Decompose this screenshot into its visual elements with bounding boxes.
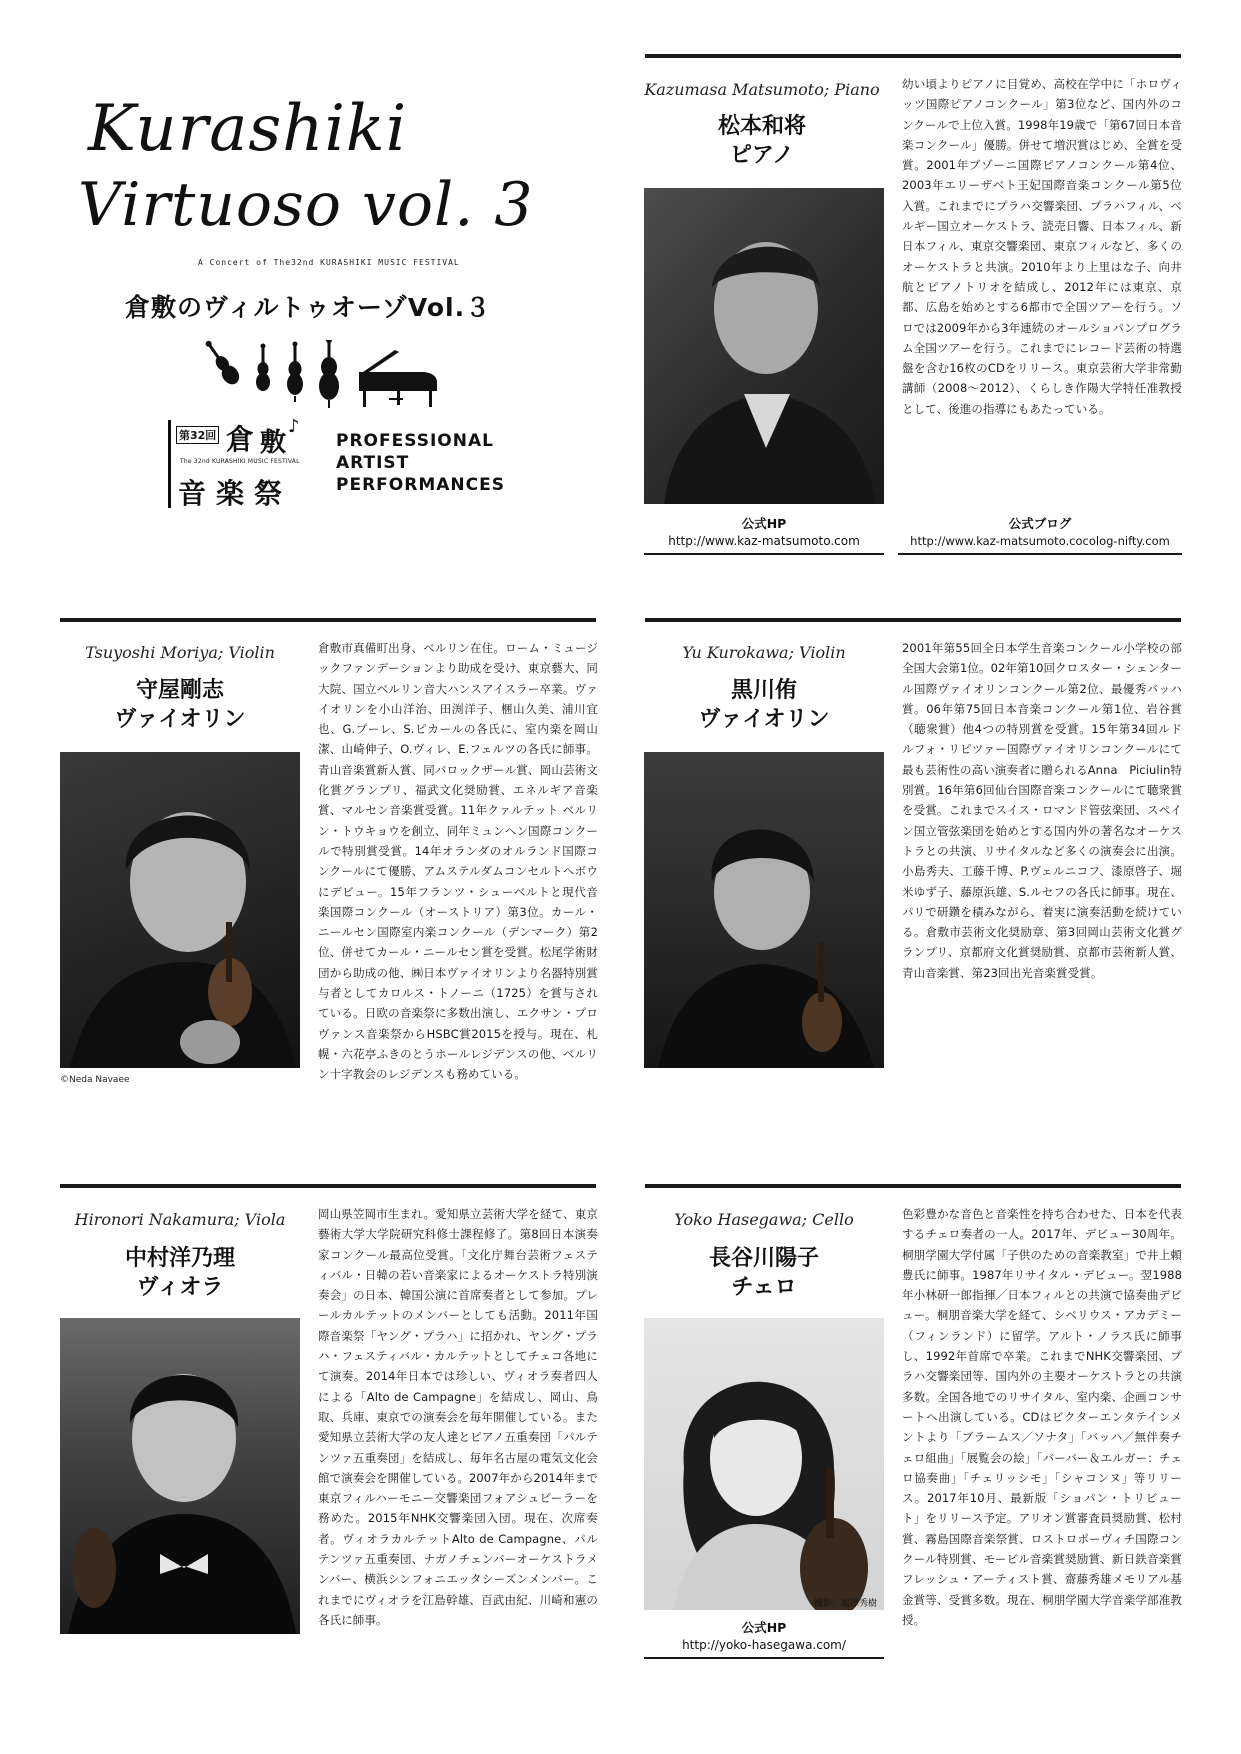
artist-name-en: Hironori Nakamura; Viola: [74, 1210, 286, 1229]
page-title-jp: 倉敷のヴィルトゥオーゾVol.３: [125, 293, 492, 322]
artist-photo: [644, 752, 884, 1068]
official-hp-link[interactable]: http://www.kaz-matsumoto.com: [668, 534, 860, 548]
portrait-silhouette: [644, 1318, 884, 1610]
artist-name: 守屋剛志: [135, 678, 224, 703]
artist-name-jp: [60, 676, 300, 734]
pro-line-3: PERFORMANCES: [336, 475, 505, 495]
official-hp-label: 公式HP: [741, 1620, 787, 1635]
artist-name-jp: [642, 112, 882, 170]
artist-instrument: ヴァイオリン: [114, 707, 246, 732]
artist-bio: 倉敷市真備町出身、ベルリン在住。ローム・ミュージックファンデーションより助成を受け、東京藝大、同大院、国立ベルリン音大ハンスアイスラー卒業。ヴァイオリンを小山洋治、田渕洋子、梱山久美、浦川宜也、G.プーレ、S.ピカールの各氏に、室内楽を岡山潔、山崎伸子、O.ヴィレ、E.フェルツの各氏に師事。青山音楽賞新人賞、同バロックザール賞、岡山芸術文化賞グランプリ、福武文化奨励賞、エネルギア音楽賞、マルセン音楽賞受賞。11年クァルテット ベルリン・トウキョウを創立、同年ミュンヘン国際コンクールで特別賞受賞。14年オランダのオルランド国際コンクールにて優勝、アムステルダムコンセルトヘボウにデビュー。15年フランツ・シューベルトと現代音楽国際コンクール（オーストリア）第3位。カール・ニールセン国際室内楽コンクール（デンマーク）第2位、併せてカール・ニールセン賞を受賞。松尾学術財団から助成の他、㈱日本ヴァイオリンより名器特別賞与者としてカロルス・トノーニ（1725）を賞与されている。日欧の音楽祭に多数出演し、エクサン・プロヴァンス音楽祭からHSBC賞2015を授与。現在、札幌・六花亭ふきのとうホールレジデンスの他、ベルリン十字教会のレジデンスも務めている。: [318, 641, 598, 1082]
festival-char-sai: 祭: [254, 477, 283, 510]
official-blog-label: 公式ブログ: [1008, 516, 1072, 531]
logo-kurashiki: Kurashiki: [88, 92, 408, 166]
artist-bio: 幼い頃よりピアノに目覚め、高校在学中に「ホロヴィッツ国際ピアノコンクール」第3位など、国内外のコンクールで上位入賞。1998年19歳で「第67回日本音楽コンクール」優勝。併せて増沢賞はじめ、全賞を受賞。2001年ブゾーニ国際ピアノコンクール第4位、2003年エリーザベト王妃国際音楽コンクール第5位入賞。これまでにプラハ交響楽団、プラハフィル、ベルギー国立オーケストラ、読売日響、日本フィル、新日本フィル、東京交響楽団、東京フィルなど、多くのオーケストラと共演。2010年より上里はな子、向井航とピアノトリオを結成し、2012年には東京、京都、広島を始めとする6都市で全国ツアーを行う。ソロでは2009年から3年連続のオールショパンプログラム全国ツアーを行う。これまでにレコード芸術の特選盤を含む16枚のCDをリリース。東京芸術大学非常勤講師（2008〜2012）、くらしき作陽大学特任准教授として、後進の指導にもあたっている。: [902, 77, 1182, 416]
artist-name-en: Kazumasa Matsumoto; Piano: [644, 80, 880, 99]
artist-name-jp: [644, 676, 884, 734]
portrait-silhouette: [60, 1318, 300, 1634]
section-divider: [60, 1184, 596, 1188]
link-underline: [898, 553, 1182, 555]
logo-virtuoso: Virtuoso vol. 3: [78, 170, 534, 240]
section-divider: [645, 618, 1181, 622]
photo-credit: ©Neda Navaee: [60, 1075, 130, 1085]
artist-bio: 岡山県笠岡市生まれ。愛知県立芸術大学を経て、東京藝術大学大学院研究科修士課程修了。第8回日本演奏家コンクール最高位受賞。「文化庁舞台芸術フェスティバル・日韓の若い音楽家によるオーケストラ特別演奏会」の日本、韓国公演に首席奏者として参加。プレールカルテットのメンバーとしても活動。2011年国際音楽祭「ヤング・プラハ」に招かれ、ヤング・プラハ・フェスティバル・カルテットとしてチェコ各地にて演奏。2014年日本では珍しい、ヴィオラ奏者四人による「Alto de Campagne」を結成し、岡山、鳥取、兵庫、東京での演奏会を毎年開催している。また愛知県立芸術大学の友人達とピアノ五重奏団「パルテンツァ五重奏団」を結成し、毎年名古屋の電気文化会館で演奏会を開催している。2007年から2014年まで東京フィルハーモニー交響楽団フォアシュピーラーを務めた。2015年NHK交響楽団入団。現在、次席奏者。ヴィオラカルテットAlto de Campagne、パルテンツァ五重奏団、ナガノチェンバーオーケストラメンバー、横浜シンフォニエッタシーズンメンバー。これまでにヴィオラを江島幹雄、百武由紀、川崎和憲の各氏に師事。: [318, 1207, 598, 1627]
festival-edition: 第32回: [176, 426, 219, 444]
artist-name-jp: [644, 1244, 884, 1302]
festival-char-kura: 倉: [226, 423, 255, 456]
artist-name-en: Yu Kurokawa; Violin: [682, 643, 846, 662]
pro-line-2: ARTIST: [336, 453, 410, 473]
pro-line-1: PROFESSIONAL: [336, 431, 494, 451]
section-divider: [645, 54, 1181, 58]
festival-char-gaku: 楽: [216, 477, 245, 510]
section-divider: [645, 1184, 1181, 1188]
artist-bio: 色彩豊かな音色と音楽性を持ち合わせた、日本を代表するチェロ奏者の一人。2017年、デビュー30周年。桐朋学園大学付属「子供のための音楽教室」で井上頼豊氏に師事。1987年リサイタル・デビュー。翌1988年小林研一郎指揮／日本フィルとの共演で協奏曲デビュー。桐朋音楽大学を経て、シベリウス・アカデミー（フィンランド）に留学。アルト・ノラス氏に師事し、1992年首席で卒業。これまでNHK交響楽団、プラハ交響楽団等、国内外の主要オーケストラとの共演多数。全国各地でのリサイタル、室内楽、企画コンサートへ出演している。CDはビクターエンタテインメントより「ブラームス／ソナタ」「バッハ／無伴奏チェロ組曲」「展覧会の絵」「バーバー＆エルガー：チェロ協奏曲」「チェリッシモ」「シャコンヌ」等リリース。2017年10月、最新版「ショパン・トリビュート」をリリース予定。アリオン賞審査員奨励賞、松村賞、霧島国際音楽祭賞、ロストロポーヴィチ国際コンクール特別賞、モービル音楽賞奨励賞、新日鉄音楽賞フレッシュ・アーティスト賞、齋藤秀雄メモリアル基金賞等、受賞多数。現在、桐朋学園大学音楽学部准教授。: [902, 1207, 1182, 1627]
artist-name: 中村洋乃理: [124, 1246, 235, 1271]
link-underline: [644, 553, 884, 555]
festival-logo-en: The 32nd KURASHIKI MUSIC FESTIVAL: [180, 458, 300, 465]
artist-instrument: ヴィオラ: [136, 1275, 224, 1300]
portrait-silhouette: [644, 188, 884, 504]
music-note-icon: ♪: [288, 416, 300, 437]
festival-char-on: 音: [178, 477, 207, 510]
official-hp-link[interactable]: http://yoko-hasegawa.com/: [682, 1638, 846, 1652]
portrait-silhouette: [60, 752, 300, 1068]
festival-logo: [168, 418, 318, 510]
official-blog-link[interactable]: http://www.kaz-matsumoto.cocolog-nifty.com: [910, 534, 1170, 548]
viola-icon: [287, 342, 303, 403]
artist-bio: 2001年第55回全日本学生音楽コンクール小学校の部全国大会第1位。02年第10回クロスター・シェンタール国際ヴァイオリンコンクール第2位、最優秀バッハ賞。06年第75回日本音楽コンクール第1位、岩谷賞（聴衆賞）他4つの特別賞を受賞。15年第34回ルドルフォ・リピツァー国際ヴァイオリンコンクールにて最も芸術性の高い演奏者に贈られるAnna Piciulin特別賞。16年第6回仙台国際音楽コンクールにて聴衆賞を受賞。これまでスイス・ロマンド管弦楽団、スペイン国立管弦楽団を始めとする国内外の著名なオーケストラとの共演、リサイタルなど多くの演奏会に出演。小島秀夫、工藤千博、P.ヴェルニコフ、漆原啓子、堀米ゆず子、藤原浜雄、S.ルセフの各氏に師事。現在、パリで研鑽を積みながら、着実に演奏活動を続けている。倉敷市芸術文化奨励章、第3回岡山芸術文化賞グランプリ、京都府文化賞奨励賞、京都市芸術新人賞、青山音楽賞、第23回出光音楽賞受賞。: [902, 641, 1182, 980]
instruments-illustration: [205, 340, 465, 410]
artist-name-en: Yoko Hasegawa; Cello: [674, 1210, 854, 1229]
official-hp-label: 公式HP: [741, 516, 787, 531]
violin-icon: [205, 340, 243, 388]
section-divider: [60, 618, 596, 622]
photo-credit: 撮影：塩澤秀樹: [814, 1599, 878, 1609]
artist-instrument: ピアノ: [729, 143, 795, 168]
logo-subtitle: A Concert of The32nd KURASHIKI MUSIC FESTIVAL: [198, 258, 460, 267]
artist-instrument: チェロ: [731, 1275, 797, 1300]
artist-photo: [644, 1318, 884, 1610]
cello-icon: [319, 340, 339, 408]
artist-name-en: Tsuyoshi Moriya; Violin: [85, 643, 275, 662]
artist-photo: [60, 1318, 300, 1634]
portrait-silhouette: [644, 752, 884, 1068]
artist-photo: [644, 188, 884, 504]
violin-icon: [256, 344, 270, 392]
artist-photo: [60, 752, 300, 1068]
artist-name: 長谷川陽子: [708, 1246, 819, 1271]
artist-name: 黒川侑: [730, 678, 797, 703]
festival-char-shiki: 敷: [260, 428, 287, 458]
festival-logo-bar: [168, 420, 171, 508]
artist-name: 松本和将: [717, 114, 806, 139]
link-underline: [644, 1657, 884, 1659]
artist-instrument: ヴァイオリン: [698, 707, 830, 732]
artist-name-jp: [60, 1244, 300, 1302]
grand-piano-icon: [359, 350, 437, 407]
